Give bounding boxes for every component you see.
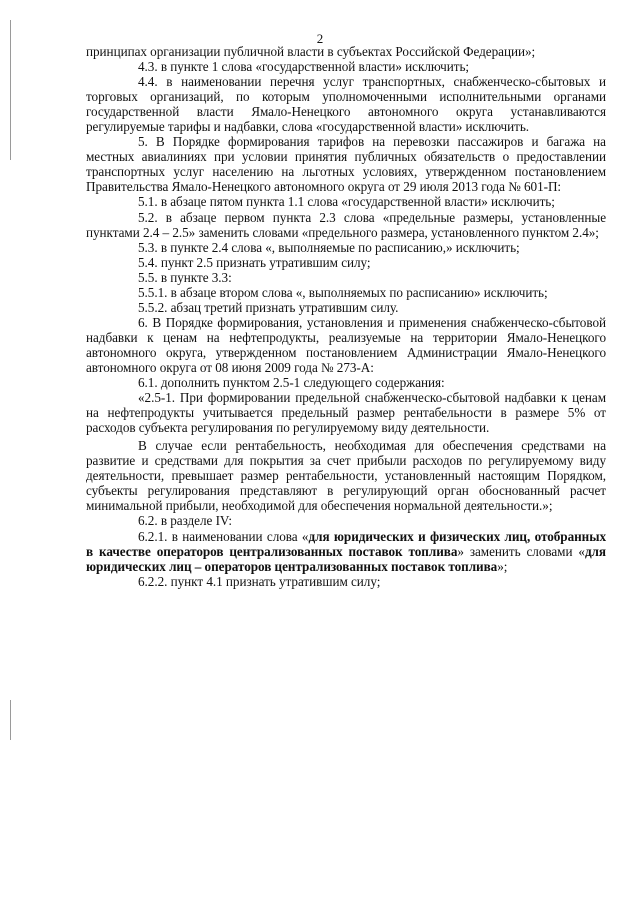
paragraph-p17: [86, 529, 606, 574]
paragraph-p6: 5.2. в абзаце первом пункта 2.3 слова «предельные размеры, установленные пунктами 2.4 – 2.5» заменить словами «предельного размера, установленного пунктом 2.4»;: [86, 209, 606, 240]
paragraph-p13: 6.1. дополнить пунктом 2.5-1 следующего содержания:: [138, 375, 445, 391]
paragraph-p17-segment-1: для юридических и физических лиц, отобранных в качестве операторов централизованных поставок топлива: [86, 528, 607, 559]
paragraph-p5: 5.1. в абзаце пятом пункта 1.1 слова «государственной власти» исключить;: [138, 194, 555, 210]
paragraph-p9: 5.5. в пункте 3.3:: [138, 269, 232, 285]
document-body: [86, 44, 606, 589]
binding-mark-middle: [10, 700, 11, 740]
paragraph-p17-segment-3: для юридических лиц – операторов централизованных поставок топлива: [86, 543, 606, 574]
binding-mark-top: [10, 20, 11, 160]
paragraph-p16: 6.2. в разделе IV:: [138, 513, 233, 529]
paragraph-p12: 6. В Порядке формирования, установления и применения снабженческо-сбытовой надбавки к ценам на нефтепродукты, реализуемые на территории Ямало-Ненецкого автономного округа, утвержденном постановлением Администрации Ямало-Ненецкого автономного округа от 08 июня 2009 года № 273-А:: [86, 314, 606, 375]
paragraph-p7: 5.3. в пункте 2.4 слова «, выполняемые по расписанию,» исключить;: [138, 239, 520, 255]
paragraph-p8: 5.4. пункт 2.5 признать утратившим силу;: [138, 254, 371, 270]
paragraph-p18: 6.2.2. пункт 4.1 признать утратившим силу;: [138, 573, 381, 589]
paragraph-p15: В случае если рентабельность, необходимая для обеспечения средствами на развитие и средствами для покрытия за счет прибыли расходов по регулируемому виду деятельности, превышает размер рентабельности, установленный настоящим Порядком, субъекты регулирования представляют в регулирующий орган обоснованный расчет минимальной прибыли, необходимой для обеспечения нормальной деятельности.»;: [86, 438, 606, 514]
paragraph-p17-segment-4: »;: [497, 558, 508, 574]
paragraph-p2: 4.3. в пункте 1 слова «государственной власти» исключить;: [138, 59, 470, 75]
paragraph-p17-segment-0: 6.2.1. в наименовании слова «: [138, 528, 309, 544]
paragraph-p14: «2.5-1. При формировании предельной снабженческо-сбытовой надбавки к ценам на нефтепродукты учитывается предельный размер рентабельности в размере 5% от расходов субъекта регулирования по регулируемому виду деятельности.: [86, 390, 606, 436]
paragraph-p10: 5.5.1. в абзаце втором слова «, выполняемых по расписанию» исключить;: [138, 284, 548, 300]
paragraph-p11: 5.5.2. абзац третий признать утратившим силу.: [138, 299, 399, 315]
paragraph-p17-segment-2: » заменить словами «: [457, 543, 585, 559]
paragraph-p3: 4.4. в наименовании перечня услуг транспортных, снабженческо-сбытовых и торговых организаций, по которым уполномоченными исполнительными органами государственной власти Ямало-Ненецкого автономного округа устанавливаются регулируемые тарифы и надбавки, слова «государственной власти» исключить.: [86, 74, 606, 135]
page-number: 2: [316, 31, 324, 46]
paragraph-p4: 5. В Порядке формирования тарифов на перевозки пассажиров и багажа на местных авиалиниях при условии принятия публичных обязательств о предоставлении транспортных услуг населению на льготных условиях, утвержденном постановлением Правительства Ямало-Ненецкого автономного округа от 29 июля 2013 года № 601-П:: [86, 134, 606, 195]
paragraph-p1: принципах организации публичной власти в субъектах Российской Федерации»;: [86, 44, 536, 59]
